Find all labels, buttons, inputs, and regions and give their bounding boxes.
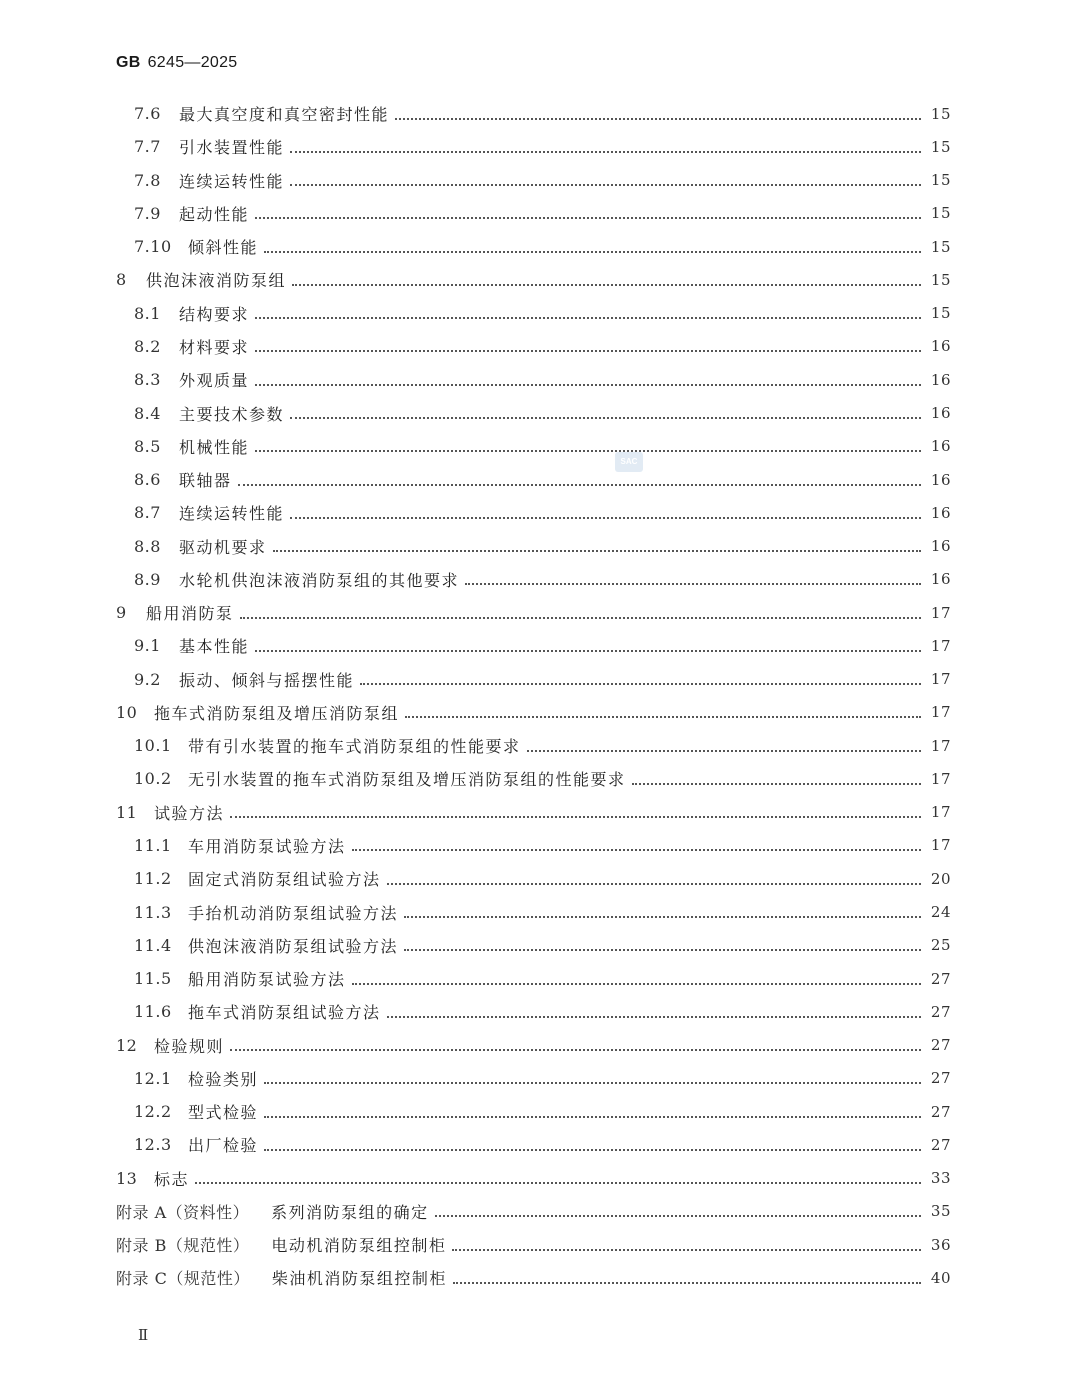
toc-entry[interactable] bbox=[0, 430, 1079, 463]
toc-dot-leader bbox=[435, 1199, 921, 1217]
toc-entry-text bbox=[134, 102, 395, 125]
toc-entry-page: 15 bbox=[930, 270, 951, 289]
toc-entry-number: 7.6 bbox=[134, 104, 161, 124]
toc-dot-leader bbox=[290, 401, 921, 419]
toc-entry-title: 结构要求 bbox=[179, 304, 250, 324]
toc-dot-leader bbox=[290, 135, 921, 153]
toc-entry-number: 11.3 bbox=[134, 902, 172, 922]
toc-dot-leader bbox=[360, 667, 921, 685]
toc-entry-title: 连续运转性能 bbox=[179, 504, 285, 524]
toc-entry-text bbox=[134, 1100, 264, 1123]
toc-dot-leader bbox=[255, 634, 921, 652]
toc-entry-number: 8.2 bbox=[134, 336, 161, 356]
toc-entry[interactable] bbox=[0, 197, 1079, 230]
toc-entry-text bbox=[134, 1000, 387, 1023]
toc-entry[interactable] bbox=[0, 563, 1079, 596]
toc-entry-page: 15 bbox=[930, 237, 951, 256]
toc-entry[interactable] bbox=[0, 97, 1079, 130]
toc-entry-text bbox=[134, 1067, 264, 1090]
toc-entry-text bbox=[134, 1133, 264, 1156]
toc-entry-page: 17 bbox=[930, 736, 951, 755]
toc-entry-title: 拖车式消防泵组及增压消防泵组 bbox=[154, 703, 400, 723]
toc-entry-page: 16 bbox=[930, 470, 951, 489]
toc-dot-leader bbox=[404, 933, 921, 951]
toc-entry-number: 7.10 bbox=[134, 237, 172, 257]
toc-entry-page: 24 bbox=[930, 903, 951, 921]
toc-entry-number: 12.2 bbox=[134, 1102, 172, 1122]
toc-entry-page: 27 bbox=[930, 1002, 951, 1021]
toc-entry-page: 16 bbox=[930, 437, 951, 456]
toc-entry-title: 连续运转性能 bbox=[179, 171, 285, 191]
toc-entry[interactable] bbox=[0, 995, 1079, 1028]
toc-entry[interactable] bbox=[0, 929, 1079, 962]
toc-entry-number: 11 bbox=[116, 802, 138, 822]
toc-entry-number: 12.1 bbox=[134, 1068, 172, 1088]
toc-entry-number: 7.8 bbox=[134, 170, 161, 190]
toc-entry[interactable] bbox=[0, 862, 1079, 895]
toc-entry-text bbox=[116, 801, 230, 824]
toc-entry[interactable] bbox=[0, 629, 1079, 662]
toc-dot-leader bbox=[240, 601, 921, 619]
toc-dot-leader bbox=[395, 102, 921, 120]
toc-entry[interactable] bbox=[0, 363, 1079, 396]
toc-entry-title: 基本性能 bbox=[179, 637, 250, 657]
toc-entry-number: 11.5 bbox=[134, 969, 172, 989]
toc-entry-text bbox=[116, 1233, 452, 1256]
toc-entry[interactable] bbox=[0, 396, 1079, 429]
toc-entry-page: 17 bbox=[930, 636, 951, 655]
toc-dot-leader bbox=[264, 1100, 921, 1118]
toc-entry[interactable] bbox=[0, 330, 1079, 363]
toc-entry-page: 27 bbox=[930, 1102, 951, 1121]
toc-entry-title: 柴油机消防泵组控制柜 bbox=[271, 1269, 447, 1289]
toc-entry-page: 15 bbox=[930, 171, 951, 190]
toc-entry-title: 固定式消防泵组试验方法 bbox=[188, 870, 381, 890]
standard-prefix: GB bbox=[116, 54, 141, 71]
toc-entry-page: 16 bbox=[930, 537, 951, 556]
toc-entry-title: 电动机消防泵组控制柜 bbox=[271, 1236, 447, 1256]
toc-entry-title: 引水装置性能 bbox=[179, 138, 285, 158]
toc-entry-page: 16 bbox=[930, 570, 951, 589]
toc-entry-number: 11.6 bbox=[134, 1002, 172, 1022]
toc-dot-leader bbox=[264, 235, 921, 253]
toc-entry-page: 17 bbox=[930, 670, 951, 689]
toc-entry-text bbox=[134, 169, 290, 192]
toc-entry-text bbox=[134, 934, 404, 957]
toc-entry-number: 7.9 bbox=[134, 203, 161, 223]
toc-entry-number: 8.8 bbox=[134, 536, 161, 556]
toc-entry[interactable] bbox=[0, 463, 1079, 496]
toc-entry[interactable] bbox=[0, 1261, 1079, 1294]
toc-entry-page: 36 bbox=[930, 1235, 951, 1254]
toc-entry-title: 车用消防泵试验方法 bbox=[188, 836, 346, 856]
toc-dot-leader bbox=[527, 734, 921, 752]
toc-entry-page: 17 bbox=[930, 836, 951, 855]
toc-dot-leader bbox=[292, 268, 921, 286]
toc-entry-text bbox=[134, 468, 238, 491]
toc-entry[interactable] bbox=[0, 796, 1079, 829]
toc-entry[interactable] bbox=[0, 1028, 1079, 1061]
toc-entry[interactable] bbox=[0, 230, 1079, 263]
toc-entry-title: 供泡沫液消防泵组试验方法 bbox=[188, 936, 399, 956]
toc-entry-title: 系列消防泵组的确定 bbox=[271, 1202, 429, 1222]
toc-entry-title: 驱动机要求 bbox=[179, 537, 267, 557]
toc-entry-page: 25 bbox=[930, 936, 951, 955]
toc-entry-title: 检验类别 bbox=[188, 1069, 259, 1089]
toc-entry-number: 8.7 bbox=[134, 503, 161, 523]
toc-entry-page: 27 bbox=[930, 969, 951, 988]
toc-entry-text bbox=[134, 668, 360, 691]
toc-entry-text bbox=[134, 767, 632, 790]
toc-entry-number: 9.1 bbox=[134, 636, 161, 656]
toc-entry-title: 船用消防泵试验方法 bbox=[188, 970, 346, 990]
toc-entry-page: 17 bbox=[930, 769, 951, 788]
toc-entry-title: 联轴器 bbox=[179, 471, 232, 491]
toc-entry[interactable] bbox=[0, 1195, 1079, 1228]
toc-entry[interactable] bbox=[0, 1228, 1079, 1261]
toc-dot-leader bbox=[405, 700, 921, 718]
toc-entry-number: 13 bbox=[116, 1168, 138, 1188]
toc-dot-leader bbox=[230, 1033, 921, 1051]
toc-entry-page: 17 bbox=[930, 703, 951, 722]
toc-entry-text bbox=[134, 368, 255, 391]
toc-entry-text bbox=[116, 701, 405, 724]
toc-entry-title: 型式检验 bbox=[188, 1103, 259, 1123]
toc-entry-page: 16 bbox=[930, 337, 951, 356]
toc-entry[interactable] bbox=[0, 696, 1079, 729]
toc-entry-text bbox=[134, 535, 273, 558]
toc-entry[interactable] bbox=[0, 1162, 1079, 1195]
toc-entry-page: 27 bbox=[930, 1036, 951, 1055]
toc-entry-title: 船用消防泵 bbox=[146, 604, 234, 624]
toc-entry-number: 11.2 bbox=[134, 869, 172, 889]
toc-entry-title: 带有引水装置的拖车式消防泵组的性能要求 bbox=[188, 737, 521, 757]
toc-entry-page: 33 bbox=[930, 1169, 951, 1188]
toc-dot-leader bbox=[255, 301, 921, 319]
toc-entry-number: 11.4 bbox=[134, 935, 172, 955]
sac-watermark-logo: SAC bbox=[615, 452, 643, 472]
toc-entry-page: 16 bbox=[930, 370, 951, 389]
toc-entry-title: 机械性能 bbox=[179, 437, 250, 457]
toc-entry-text bbox=[116, 1200, 435, 1223]
toc-entry-title: 外观质量 bbox=[179, 371, 250, 391]
toc-entry-text bbox=[134, 967, 352, 990]
toc-dot-leader bbox=[632, 767, 921, 785]
toc-entry-number: 8.6 bbox=[134, 470, 161, 490]
toc-entry[interactable] bbox=[0, 729, 1079, 762]
toc-entry-text bbox=[134, 302, 255, 325]
toc-entry-page: 16 bbox=[930, 503, 951, 522]
toc-entry-title: 起动性能 bbox=[179, 204, 250, 224]
toc-dot-leader bbox=[273, 534, 921, 552]
toc-entry-number: 10.1 bbox=[134, 736, 172, 756]
toc-entry-text bbox=[116, 601, 240, 624]
toc-entry-title: 水轮机供泡沫液消防泵组的其他要求 bbox=[179, 570, 460, 590]
toc-entry[interactable] bbox=[0, 1062, 1079, 1095]
toc-entry-number: 12.3 bbox=[134, 1135, 172, 1155]
toc-entry-title: 振动、倾斜与摇摆性能 bbox=[179, 670, 355, 690]
toc-entry-number: 8.3 bbox=[134, 370, 161, 390]
toc-entry-title: 主要技术参数 bbox=[179, 404, 285, 424]
toc-entry-text bbox=[134, 435, 255, 458]
toc-entry-page: 15 bbox=[930, 104, 951, 123]
toc-entry-text bbox=[134, 235, 264, 258]
toc-entry-number: 11.1 bbox=[134, 835, 172, 855]
toc-dot-leader bbox=[453, 1266, 921, 1284]
toc-entry-number: 10.2 bbox=[134, 769, 172, 789]
toc-entry-page: 15 bbox=[930, 204, 951, 223]
toc-dot-leader bbox=[404, 900, 921, 918]
toc-dot-leader bbox=[352, 967, 921, 985]
toc-entry-page: 17 bbox=[930, 803, 951, 822]
toc-entry-page: 35 bbox=[930, 1202, 951, 1221]
toc-entry-number: 附录 B（规范性） bbox=[116, 1236, 250, 1256]
toc-dot-leader bbox=[387, 1000, 921, 1018]
toc-entry-page: 16 bbox=[930, 404, 951, 423]
toc-entry[interactable] bbox=[0, 596, 1079, 629]
toc-entry[interactable] bbox=[0, 895, 1079, 928]
toc-entry-number: 附录 C（规范性） bbox=[116, 1269, 250, 1289]
toc-entry-text bbox=[134, 634, 255, 657]
toc-entry-number: 9.2 bbox=[134, 669, 161, 689]
toc-dot-leader bbox=[255, 368, 921, 386]
toc-dot-leader bbox=[255, 334, 921, 352]
toc-dot-leader bbox=[290, 501, 921, 519]
toc-dot-leader bbox=[465, 567, 921, 585]
toc-dot-leader bbox=[352, 833, 921, 851]
toc-entry-text bbox=[116, 1167, 195, 1190]
toc-entry-title: 无引水装置的拖车式消防泵组及增压消防泵组的性能要求 bbox=[188, 770, 626, 790]
toc-entry-number: 8.9 bbox=[134, 569, 161, 589]
toc-entry[interactable] bbox=[0, 1095, 1079, 1128]
toc-entry-text bbox=[134, 402, 290, 425]
toc-entry[interactable] bbox=[0, 529, 1079, 562]
toc-dot-leader bbox=[387, 867, 921, 885]
toc-dot-leader bbox=[264, 1133, 921, 1151]
table-of-contents bbox=[0, 97, 1079, 1295]
toc-entry-page: 17 bbox=[930, 603, 951, 622]
toc-entry-text bbox=[116, 1034, 230, 1057]
toc-entry-text bbox=[134, 501, 290, 524]
toc-entry-number: 7.7 bbox=[134, 137, 161, 157]
toc-entry-page: 27 bbox=[930, 1069, 951, 1088]
toc-dot-leader bbox=[238, 468, 921, 486]
toc-entry-text bbox=[134, 734, 527, 757]
toc-entry-number: 12 bbox=[116, 1035, 138, 1055]
toc-entry-text bbox=[116, 268, 292, 291]
toc-entry-page: 15 bbox=[930, 304, 951, 323]
toc-entry-text bbox=[134, 135, 290, 158]
toc-entry[interactable] bbox=[0, 496, 1079, 529]
toc-entry-number: 9 bbox=[116, 603, 127, 623]
toc-dot-leader bbox=[452, 1233, 921, 1251]
toc-entry[interactable] bbox=[0, 164, 1079, 197]
toc-entry-number: 8.5 bbox=[134, 436, 161, 456]
toc-entry-text bbox=[134, 568, 465, 591]
toc-entry-page: 40 bbox=[930, 1268, 951, 1287]
toc-entry-text bbox=[134, 834, 352, 857]
toc-entry-title: 出厂检验 bbox=[188, 1136, 259, 1156]
toc-entry[interactable] bbox=[0, 762, 1079, 795]
toc-entry-number: 8.1 bbox=[134, 303, 161, 323]
toc-dot-leader bbox=[255, 434, 921, 452]
toc-entry[interactable] bbox=[0, 263, 1079, 296]
toc-entry[interactable] bbox=[0, 962, 1079, 995]
toc-entry-title: 倾斜性能 bbox=[188, 238, 259, 258]
toc-entry-text bbox=[116, 1266, 453, 1289]
toc-entry[interactable] bbox=[0, 1128, 1079, 1161]
toc-entry[interactable] bbox=[0, 829, 1079, 862]
toc-entry-title: 手抬机动消防泵组试验方法 bbox=[188, 903, 399, 923]
toc-entry-text bbox=[134, 867, 387, 890]
toc-entry-title: 拖车式消防泵组试验方法 bbox=[188, 1003, 381, 1023]
toc-entry-title: 供泡沫液消防泵组 bbox=[146, 271, 287, 291]
toc-dot-leader bbox=[290, 168, 921, 186]
toc-entry-text bbox=[134, 202, 255, 225]
toc-dot-leader bbox=[255, 201, 921, 219]
toc-entry-page: 27 bbox=[930, 1135, 951, 1154]
toc-entry[interactable] bbox=[0, 663, 1079, 696]
toc-entry[interactable] bbox=[0, 297, 1079, 330]
toc-entry-page: 20 bbox=[930, 869, 951, 888]
standard-header bbox=[116, 54, 238, 72]
toc-entry-number: 8 bbox=[116, 270, 127, 290]
toc-entry-text bbox=[134, 901, 404, 924]
toc-entry-title: 材料要求 bbox=[179, 337, 250, 357]
standard-number: 6245—2025 bbox=[147, 54, 238, 71]
toc-entry-title: 试验方法 bbox=[154, 803, 225, 823]
toc-entry-number: 10 bbox=[116, 702, 138, 722]
toc-dot-leader bbox=[195, 1166, 921, 1184]
toc-entry-page: 15 bbox=[930, 137, 951, 156]
toc-dot-leader bbox=[264, 1066, 921, 1084]
toc-entry-title: 标志 bbox=[154, 1169, 190, 1189]
toc-entry-title: 检验规则 bbox=[154, 1036, 225, 1056]
toc-entry-number: 附录 A（资料性） bbox=[116, 1202, 250, 1222]
toc-entry[interactable] bbox=[0, 130, 1079, 163]
toc-entry-text bbox=[134, 335, 255, 358]
toc-entry-title: 最大真空度和真空密封性能 bbox=[179, 105, 390, 125]
page-number: Ⅱ bbox=[138, 1326, 149, 1344]
toc-dot-leader bbox=[230, 800, 921, 818]
toc-entry-number: 8.4 bbox=[134, 403, 161, 423]
